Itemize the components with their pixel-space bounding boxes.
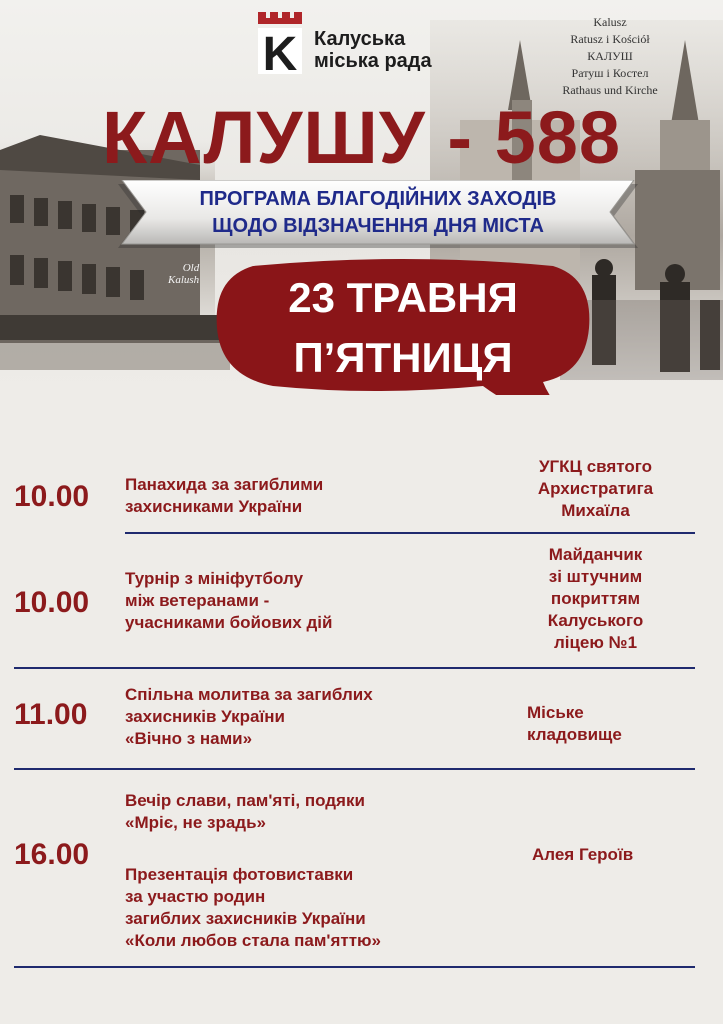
row-divider	[14, 966, 695, 968]
postcard-caption-line: КАЛУШ	[587, 49, 633, 63]
schedule-row	[0, 778, 723, 964]
old-kalush-label	[168, 262, 199, 286]
event-description	[125, 568, 445, 634]
postcard-caption-line: Ратуш і Костел	[571, 66, 649, 80]
description-line: Спільна молитва за загиблих	[125, 685, 373, 704]
event-location	[508, 456, 683, 522]
logo-line-1: Калуська	[314, 28, 406, 50]
description-line: Панахида за загиблими	[125, 475, 324, 494]
description-line: за участю родин	[125, 887, 266, 906]
location-line: Міське	[527, 703, 584, 722]
subtitle-line-1: ПРОГРАМА БЛАГОДІЙНИХ ЗАХОДІВ	[199, 188, 557, 210]
logo-line-2: міська рада	[314, 50, 432, 72]
location-line: Архистратига	[537, 479, 654, 498]
schedule-row	[0, 676, 723, 768]
row-divider	[14, 768, 695, 770]
date-line-1: 23 ТРАВНЯ	[288, 274, 518, 321]
logo-text	[314, 28, 432, 72]
event-description-2	[125, 864, 485, 952]
event-time: 10.00	[14, 586, 90, 619]
description-line: учасниками бойових дій	[125, 613, 333, 632]
location-line: Алея Героїв	[532, 845, 634, 864]
castle-k-logo-icon	[258, 10, 302, 74]
location-line: УГКЦ святого	[538, 457, 653, 476]
event-description	[125, 790, 445, 834]
old-label-line: Old	[182, 262, 200, 274]
description-line: «Мріє, не зрадь»	[125, 813, 266, 832]
event-time: 11.00	[14, 698, 88, 731]
description-line: між ветеранами -	[125, 591, 270, 610]
event-time: 10.00	[14, 480, 90, 513]
description-line: Презентація фотовиставки	[125, 865, 354, 884]
date-line-2: П’ЯТНИЦЯ	[293, 334, 513, 381]
hero-header	[0, 0, 723, 395]
event-description	[125, 684, 445, 750]
event-location	[532, 844, 707, 866]
location-line: Майданчик	[548, 545, 643, 564]
location-line: кладовище	[527, 725, 622, 744]
description-line: Вечір слави, пам'яті, подяки	[125, 791, 365, 810]
location-line: Калуського	[547, 611, 644, 630]
location-line: Михаїла	[561, 501, 630, 520]
description-line: захисниками України	[125, 497, 303, 516]
schedule-row	[0, 540, 723, 668]
event-description	[125, 474, 445, 518]
city-council-logo	[258, 10, 458, 80]
description-line: Турнір з мініфутболу	[125, 569, 304, 588]
postcard-caption-line: Kalusz	[593, 15, 627, 29]
event-time: 16.00	[14, 838, 90, 871]
description-line: «Вічно з нами»	[125, 729, 253, 748]
row-divider	[14, 667, 695, 669]
description-line: загиблих захисників України	[125, 909, 366, 928]
postcard-caption-line: Ratusz i Kościół	[570, 32, 650, 46]
schedule-row	[0, 450, 723, 534]
location-line: зі штучним	[548, 567, 643, 586]
subtitle-line-2: ЩОДО ВІДЗНАЧЕННЯ ДНЯ МІСТА	[212, 215, 544, 237]
row-divider	[125, 532, 695, 534]
location-line: покриттям	[550, 589, 641, 608]
main-title: КАЛУШУ - 588	[101, 96, 622, 179]
logo-letter: K	[262, 28, 298, 74]
description-line: захисників України	[125, 707, 285, 726]
event-date	[213, 268, 593, 388]
event-location	[527, 702, 702, 746]
description-line: «Коли любов стала пам'яттю»	[125, 931, 382, 950]
postcard-caption	[535, 14, 685, 99]
location-line: ліцею №1	[553, 633, 638, 652]
postcard-caption-line: Rathaus und Kirche	[562, 83, 658, 97]
subtitle-text	[118, 186, 638, 240]
old-label-line: Kalush	[168, 274, 200, 286]
event-location	[508, 544, 683, 654]
